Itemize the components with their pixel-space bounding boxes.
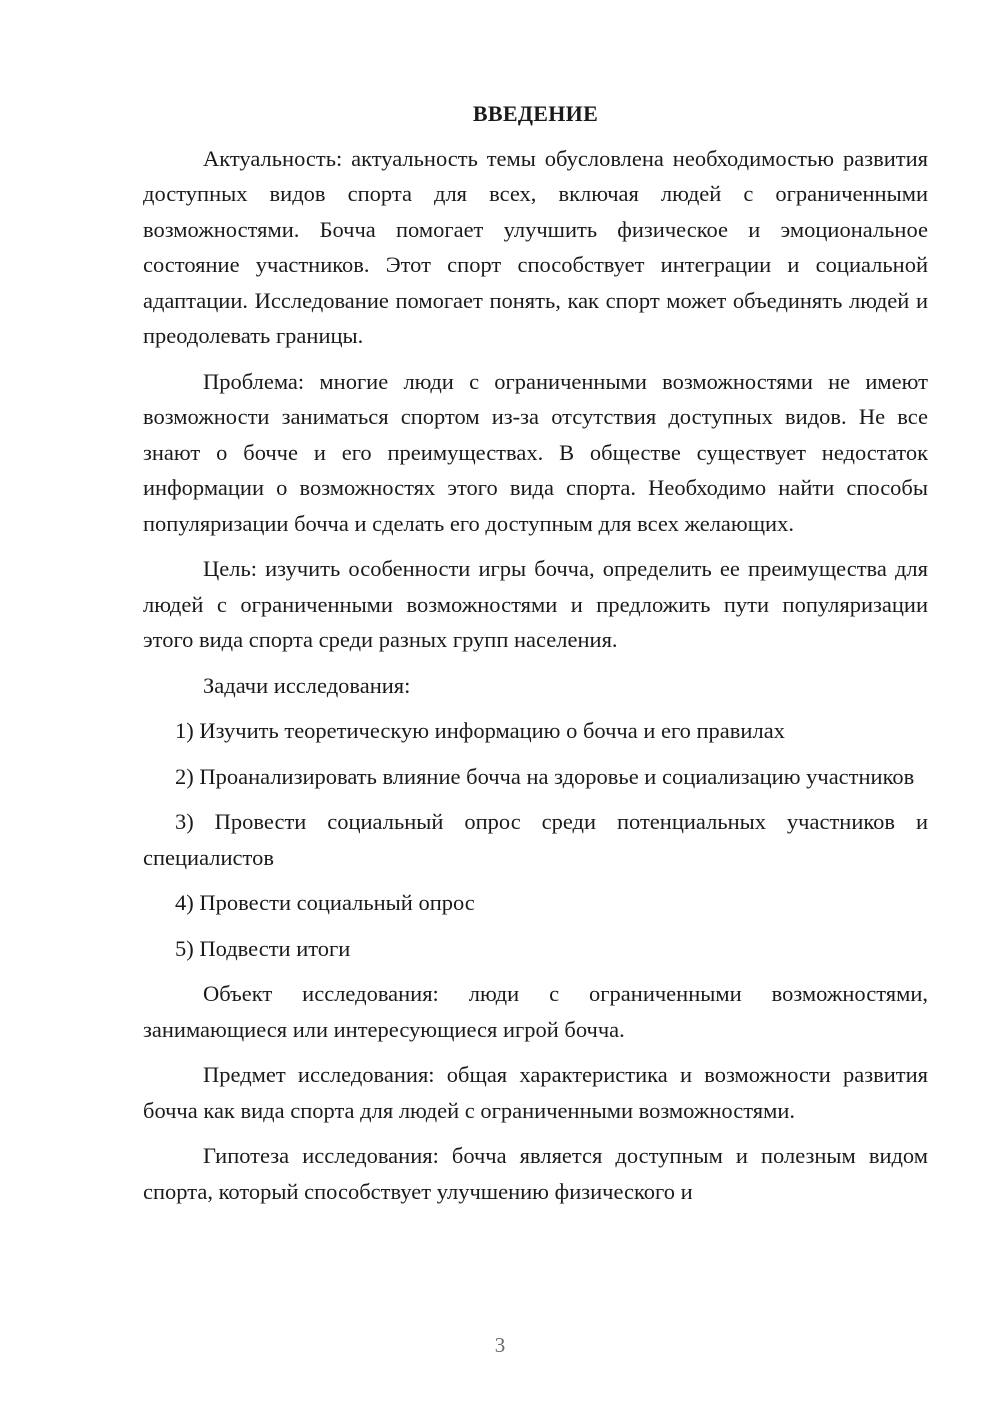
task-item: 2) Проанализировать влияние бочча на здоровье и социализацию участников: [175, 763, 915, 789]
tasks-heading: Задачи исследования:: [203, 672, 411, 698]
task-item: 4) Провести социальный опрос: [175, 890, 475, 915]
goal-paragraph: Цель: изучить особенности игры бочча, определить ее преимущества для людей с ограниченными возможностями и предложить пути популяризации этого вида спорта среди разных групп населения.: [143, 556, 928, 652]
subject-paragraph: Предмет исследования: общая характеристика и возможности развития бочча как вида спорта для людей с ограниченными возможностями.: [143, 1062, 928, 1123]
document-page: [143, 96, 928, 1219]
problem-paragraph: Проблема: многие люди с ограниченными возможностями не имеют возможности заниматься спортом из-за отсутствия доступных видов. Не все знают о бочче и его преимуществах. В обществе существует недостаток информации о возможностях этого вида спорта. Необходимо найти способы популяризации бочча и сделать его доступным для всех желающих.: [143, 368, 928, 536]
page-title: ВВЕДЕНИЕ: [472, 101, 599, 126]
hypothesis-paragraph: Гипотеза исследования: бочча является доступным и полезным видом спорта, который способствует улучшению физического и: [143, 1143, 928, 1204]
relevance-paragraph: Актуальность: актуальность темы обусловлена необходимостью развития доступных видов спорта для всех, включая людей с ограниченными возможностями. Бочча помогает улучшить физическое и эмоциональное состояние участников. Этот спорт способствует интеграции и социальной адаптации. Исследование помогает понять, как спорт может объединять людей и преодолевать границы.: [143, 145, 928, 348]
page-number: 3: [494, 1333, 506, 1357]
task-item: 5) Подвести итоги: [175, 935, 351, 961]
task-item: 3) Провести социальный опрос среди потенциальных участников и специалистов: [143, 809, 928, 870]
task-item: 1) Изучить теоретическую информацию о бочча и его правилах: [175, 718, 785, 743]
object-paragraph: Объект исследования: люди с ограниченными возможностями, занимающиеся или интересующиеся игрой бочча.: [143, 981, 928, 1042]
